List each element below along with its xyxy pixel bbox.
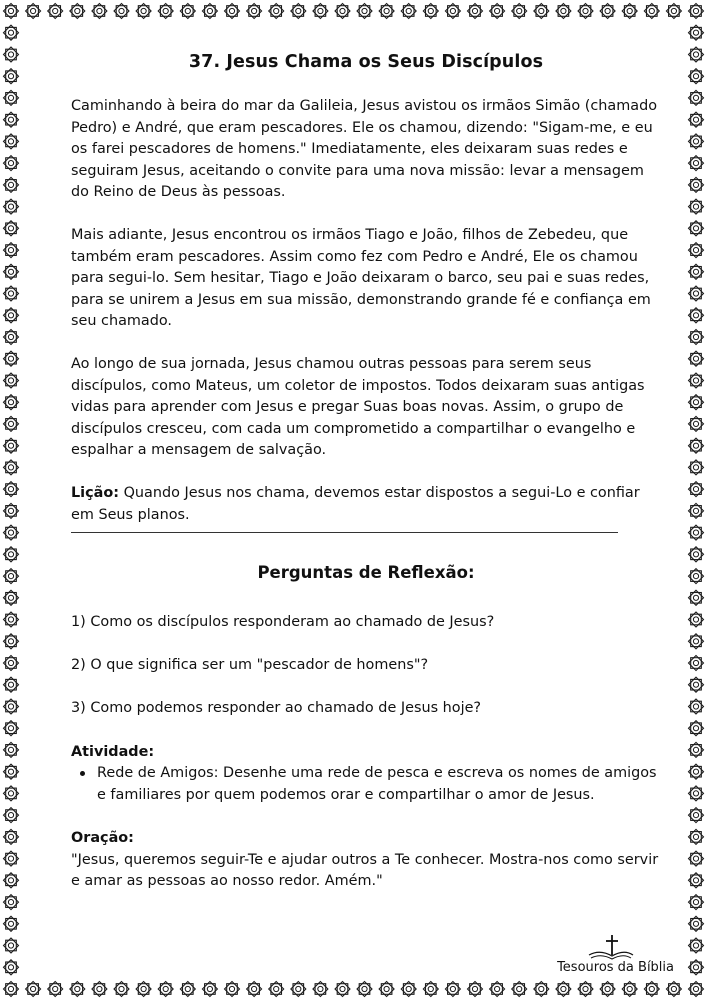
- border-ornament-icon: [689, 460, 704, 475]
- border-ornament-icon: [357, 982, 372, 997]
- border-ornament-icon: [158, 4, 173, 19]
- border-ornament-icon: [4, 569, 19, 584]
- activity-list: [71, 763, 661, 806]
- story-paragraph-3: Ao longo de sua jornada, Jesus chamou outras pessoas para serem seus discípulos, como Mateus, um coletor de impostos. Todos deixaram suas antigas vidas para aprender com Jesus e pregar Suas boas novas. Assim, o grupo de discípulos cresceu, com cada um comprometido a compartilhar o evangelho e espalhar a mensagem de salvação.: [71, 355, 645, 459]
- border-ornament-icon: [92, 982, 107, 997]
- border-ornament-icon: [357, 4, 372, 19]
- border-ornament-icon: [689, 112, 704, 127]
- border-ornament-icon: [689, 308, 704, 323]
- border-ornament-icon: [689, 438, 704, 453]
- border-ornament-icon: [401, 4, 416, 19]
- border-ornament-icon: [379, 4, 394, 19]
- page-title: 37. Jesus Chama os Seus Discípulos: [188, 52, 544, 72]
- border-ornament-icon: [4, 395, 19, 410]
- border-ornament-icon: [689, 25, 704, 40]
- border-ornament-icon: [689, 47, 704, 62]
- border-ornament-icon: [689, 134, 704, 149]
- border-ornament-icon: [48, 982, 63, 997]
- border-ornament-icon: [4, 873, 19, 888]
- border-ornament-icon: [689, 503, 704, 518]
- border-ornament-icon: [180, 4, 195, 19]
- border-ornament-icon: [4, 243, 19, 258]
- border-ornament-icon: [4, 525, 19, 540]
- border-ornament-icon: [666, 982, 681, 997]
- border-ornament-icon: [4, 199, 19, 214]
- border-ornament-icon: [4, 134, 19, 149]
- border-ornament-icon: [512, 982, 527, 997]
- border-ornament-icon: [578, 982, 593, 997]
- border-ornament-icon: [689, 351, 704, 366]
- border-ornament-icon: [689, 829, 704, 844]
- border-ornament-icon: [689, 330, 704, 345]
- border-ornament-icon: [4, 612, 19, 627]
- border-ornament-icon: [490, 4, 505, 19]
- border-ornament-icon: [269, 4, 284, 19]
- footer-brand: Tesouros da Bíblia: [557, 960, 674, 975]
- border-ornament-icon: [689, 569, 704, 584]
- story-paragraph-2: Mais adiante, Jesus encontrou os irmãos Tiago e João, filhos de Zebedeu, que também eram pescadores. Assim como fez com Pedro e André, Ele os chamou para segui-lo. Sem hesitar, Tiago e João deixaram o barco, seu pai e suas redes, para se unirem a Jesus em sua missão, demonstrando grande fé e confiança em seu chamado.: [71, 226, 651, 330]
- border-ornament-icon: [4, 656, 19, 671]
- border-ornament-icon: [4, 916, 19, 931]
- border-ornament-icon: [689, 373, 704, 388]
- lesson-label: Lição:: [71, 484, 119, 501]
- reflection-question-2: 2) O que significa ser um "pescador de homens"?: [71, 657, 429, 674]
- border-ornament-icon: [225, 4, 240, 19]
- border-ornament-icon: [490, 982, 505, 997]
- border-ornament-icon: [689, 177, 704, 192]
- border-ornament-icon: [136, 982, 151, 997]
- border-ornament-icon: [689, 916, 704, 931]
- border-ornament-icon: [4, 460, 19, 475]
- cross-book-icon: [585, 933, 635, 961]
- border-ornament-icon: [578, 4, 593, 19]
- border-ornament-icon: [26, 982, 41, 997]
- border-ornament-icon: [689, 938, 704, 953]
- border-ornament-icon: [114, 4, 129, 19]
- border-ornament-icon: [644, 4, 659, 19]
- activity-label: Atividade:: [71, 743, 155, 760]
- border-ornament-icon: [4, 69, 19, 84]
- prayer-text: "Jesus, queremos seguir-Te e ajudar outros a Te conhecer. Mostra-nos como servir e amar as pessoas ao nosso redor. Amém.": [71, 851, 659, 890]
- border-ornament-icon: [4, 308, 19, 323]
- reflection-title: Perguntas de Reflexão:: [257, 563, 475, 583]
- border-ornament-icon: [600, 4, 615, 19]
- lesson-paragraph: [71, 483, 661, 526]
- border-ornament-icon: [689, 525, 704, 540]
- border-ornament-icon: [225, 982, 240, 997]
- border-ornament-icon: [534, 982, 549, 997]
- border-ornament-icon: [534, 4, 549, 19]
- border-ornament-icon: [689, 264, 704, 279]
- border-ornament-icon: [4, 764, 19, 779]
- border-ornament-icon: [666, 4, 681, 19]
- border-ornament-icon: [689, 416, 704, 431]
- border-ornament-icon: [689, 4, 704, 19]
- border-ornament-icon: [401, 982, 416, 997]
- border-ornament-icon: [445, 982, 460, 997]
- border-ornament-icon: [4, 438, 19, 453]
- border-ornament-icon: [689, 90, 704, 105]
- border-ornament-icon: [4, 808, 19, 823]
- border-ornament-icon: [4, 351, 19, 366]
- reflection-question-3: 3) Como podemos responder ao chamado de Jesus hoje?: [71, 700, 482, 717]
- border-ornament-icon: [689, 547, 704, 562]
- border-ornament-icon: [689, 69, 704, 84]
- border-ornament-icon: [26, 4, 41, 19]
- border-ornament-icon: [4, 982, 19, 997]
- border-ornament-icon: [468, 4, 483, 19]
- border-ornament-icon: [556, 4, 571, 19]
- border-ornament-icon: [4, 829, 19, 844]
- border-ornament-icon: [4, 47, 19, 62]
- border-ornament-icon: [4, 177, 19, 192]
- border-ornament-icon: [247, 4, 262, 19]
- border-ornament-icon: [4, 330, 19, 345]
- border-ornament-icon: [4, 286, 19, 301]
- border-ornament-icon: [114, 982, 129, 997]
- border-ornament-icon: [689, 873, 704, 888]
- border-ornament-icon: [423, 982, 438, 997]
- prayer-label: Oração:: [71, 830, 134, 847]
- border-ornament-icon: [4, 90, 19, 105]
- border-ornament-icon: [4, 786, 19, 801]
- border-ornament-icon: [556, 982, 571, 997]
- border-ornament-icon: [689, 895, 704, 910]
- border-ornament-icon: [247, 982, 262, 997]
- page-content: [71, 52, 661, 893]
- border-ornament-icon: [291, 982, 306, 997]
- border-ornament-icon: [622, 982, 637, 997]
- border-ornament-icon: [4, 373, 19, 388]
- border-ornament-icon: [689, 634, 704, 649]
- border-ornament-icon: [4, 221, 19, 236]
- border-ornament-icon: [202, 982, 217, 997]
- border-ornament-icon: [4, 112, 19, 127]
- border-ornament-icon: [48, 4, 63, 19]
- border-ornament-icon: [689, 960, 704, 975]
- border-ornament-icon: [689, 699, 704, 714]
- border-ornament-icon: [269, 982, 284, 997]
- border-ornament-icon: [445, 4, 460, 19]
- border-ornament-icon: [4, 938, 19, 953]
- border-ornament-icon: [335, 982, 350, 997]
- border-ornament-icon: [70, 4, 85, 19]
- border-ornament-icon: [689, 612, 704, 627]
- border-ornament-icon: [600, 982, 615, 997]
- reflection-question-1: 1) Como os discípulos responderam ao chamado de Jesus?: [71, 614, 495, 631]
- lesson-text: Quando Jesus nos chama, devemos estar dispostos a segui-Lo e confiar em Seus planos.: [71, 484, 640, 523]
- border-ornament-icon: [379, 982, 394, 997]
- border-ornament-icon: [4, 156, 19, 171]
- border-ornament-icon: [313, 4, 328, 19]
- border-ornament-icon: [4, 895, 19, 910]
- border-ornament-icon: [689, 286, 704, 301]
- border-ornament-icon: [136, 4, 151, 19]
- border-ornament-icon: [4, 742, 19, 757]
- border-ornament-icon: [689, 721, 704, 736]
- border-ornament-icon: [158, 982, 173, 997]
- border-ornament-icon: [92, 4, 107, 19]
- border-ornament-icon: [689, 243, 704, 258]
- border-ornament-icon: [4, 482, 19, 497]
- border-ornament-icon: [180, 982, 195, 997]
- border-ornament-icon: [689, 482, 704, 497]
- border-ornament-icon: [689, 742, 704, 757]
- border-ornament-icon: [468, 982, 483, 997]
- border-ornament-icon: [689, 156, 704, 171]
- border-ornament-icon: [4, 547, 19, 562]
- border-ornament-icon: [689, 656, 704, 671]
- border-ornament-icon: [622, 4, 637, 19]
- story-paragraph-1: Caminhando à beira do mar da Galileia, Jesus avistou os irmãos Simão (chamado Pedro) e André, que eram pescadores. Ele os chamou, dizendo: "Sigam-me, e eu os farei pescadores de homens." Imediatamente, eles deixaram suas redes e seguiram Jesus, aceitando o convite para uma nova missão: levar a mensagem do Reino de Deus às pessoas.: [71, 98, 658, 201]
- border-ornament-icon: [4, 634, 19, 649]
- border-ornament-icon: [689, 786, 704, 801]
- border-ornament-icon: [689, 808, 704, 823]
- border-ornament-icon: [512, 4, 527, 19]
- border-ornament-icon: [644, 982, 659, 997]
- border-ornament-icon: [689, 764, 704, 779]
- border-ornament-icon: [689, 590, 704, 605]
- border-ornament-icon: [689, 395, 704, 410]
- border-ornament-icon: [4, 960, 19, 975]
- border-ornament-icon: [689, 221, 704, 236]
- border-ornament-icon: [4, 677, 19, 692]
- border-ornament-icon: [4, 25, 19, 40]
- activity-item-text: Rede de Amigos: Desenhe uma rede de pesca e escreva os nomes de amigos e familiares por quem podemos orar e compartilhar o amor de Jesus.: [97, 765, 657, 803]
- border-ornament-icon: [689, 851, 704, 866]
- border-ornament-icon: [70, 982, 85, 997]
- border-ornament-icon: [423, 4, 438, 19]
- activity-item: [71, 763, 661, 806]
- border-ornament-icon: [4, 264, 19, 279]
- border-ornament-icon: [689, 982, 704, 997]
- border-ornament-icon: [4, 4, 19, 19]
- border-ornament-icon: [4, 851, 19, 866]
- bullet-icon: [80, 771, 85, 776]
- border-ornament-icon: [689, 199, 704, 214]
- border-ornament-icon: [4, 721, 19, 736]
- border-ornament-icon: [689, 677, 704, 692]
- border-ornament-icon: [202, 4, 217, 19]
- section-divider: [71, 532, 618, 533]
- border-ornament-icon: [4, 590, 19, 605]
- border-ornament-icon: [291, 4, 306, 19]
- border-ornament-icon: [313, 982, 328, 997]
- border-ornament-icon: [4, 699, 19, 714]
- border-ornament-icon: [4, 503, 19, 518]
- border-ornament-icon: [335, 4, 350, 19]
- border-ornament-icon: [4, 416, 19, 431]
